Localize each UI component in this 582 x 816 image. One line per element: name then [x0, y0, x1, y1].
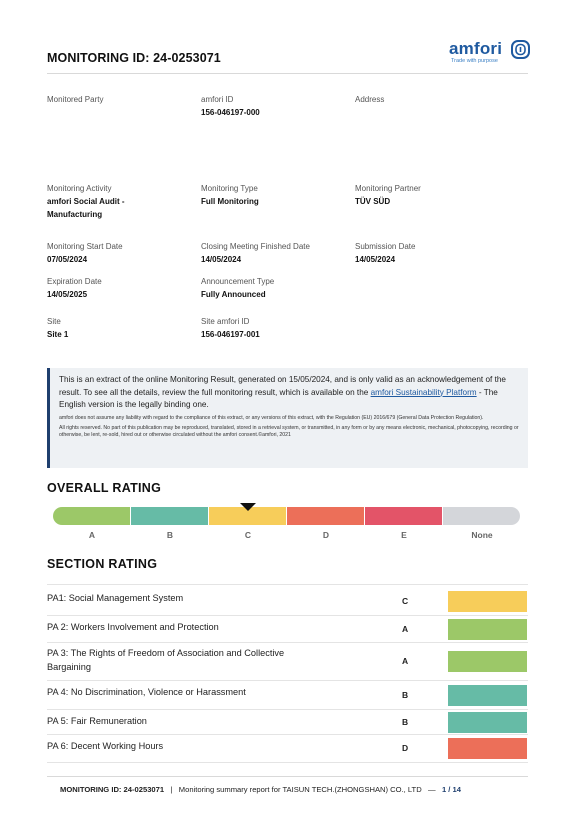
section-row-title: PA 4: No Discrimination, Violence or Harassment — [47, 687, 246, 697]
rating-label-d: D — [322, 530, 330, 540]
footer-summary: Monitoring summary report for TAISUN TECH.(ZHONGSHAN) CO., LTD — [178, 785, 422, 794]
notice-main-text: This is an extract of the online Monitoring Result, generated on 15/05/2024, and is only valid as an acknowledgement of the result. To see all the details, review the full monitoring result, which is available on the amfori Sustainability Platform - The English version is the legally binding one. — [59, 375, 506, 409]
section-row-divider — [47, 642, 528, 643]
rating-bar-none — [443, 507, 520, 525]
field-monitoring-partner: Monitoring Partner TÜV SÜD — [355, 184, 421, 206]
selected-rating-marker-icon — [240, 503, 256, 511]
section-row-title: PA 3: The Rights of Freedom of Association and Collective — [47, 648, 285, 658]
section-row-divider — [47, 734, 528, 735]
page-title: MONITORING ID: 24-0253071 — [47, 51, 221, 65]
section-top-divider — [47, 584, 528, 585]
rating-label-c: C — [244, 530, 252, 540]
section-row-grade-swatch — [448, 651, 527, 672]
field-address: Address — [355, 95, 385, 104]
field-announcement-type: Announcement Type Fully Announced — [201, 277, 275, 299]
rating-bar-b — [131, 507, 208, 525]
footer-page-number: 1 / 14 — [441, 785, 461, 794]
section-row-grade: D — [402, 743, 409, 753]
header-divider — [47, 73, 528, 74]
amfori-mark-icon — [511, 40, 530, 59]
rating-bar-a — [53, 507, 130, 525]
section-row-divider — [47, 762, 528, 763]
rating-label-none: None — [471, 530, 493, 540]
section-row-grade-swatch — [448, 619, 527, 640]
page-footer — [60, 785, 461, 794]
field-monitoring-activity: Monitoring Activity amfori Social Audit - Manufacturing — [47, 184, 125, 219]
field-expiration-date: Expiration Date 14/05/2025 — [47, 277, 102, 299]
section-row-title: PA 6: Decent Working Hours — [47, 741, 164, 751]
platform-link[interactable]: amfori Sustainability Platform — [370, 387, 477, 397]
overall-rating-heading: OVERALL RATING — [47, 481, 162, 495]
rating-label-a: A — [88, 530, 96, 540]
footer-separator: | — [170, 785, 173, 794]
section-row-grade: A — [402, 656, 409, 666]
logo-tagline: Trade with purpose — [451, 58, 498, 64]
logo-text: amfori — [449, 39, 503, 58]
section-row-grade-swatch — [448, 591, 527, 612]
amfori-logo — [449, 39, 531, 67]
rating-bar-e — [365, 507, 442, 525]
rating-label-e: E — [401, 530, 407, 540]
footer-dash: — — [428, 785, 436, 794]
field-site-amfori-id: Site amfori ID 156-046197-001 — [201, 317, 260, 339]
section-row-divider — [47, 615, 528, 616]
section-row-grade-swatch — [448, 685, 527, 706]
field-start-date: Monitoring Start Date 07/05/2024 — [47, 242, 123, 264]
section-rating-heading: SECTION RATING — [47, 557, 158, 571]
notice-rights-text: All rights reserved. No part of this publication may be reproduced, translated, stored in a retrieval system, or transmitted, in any form or by any means electronic, mechanical, photocopying, recording or otherwise, be lent, re-sold, hired out or otherwise circulated without the amfori consent.©amfori, 2021 — [59, 424, 519, 438]
field-closing-meeting-date: Closing Meeting Finished Date 14/05/2024 — [201, 242, 310, 264]
field-monitored-party: Monitored Party — [47, 95, 104, 104]
section-row-grade: A — [402, 623, 409, 634]
field-amfori-id: amfori ID 156-046197-000 — [201, 95, 260, 117]
section-row-grade-swatch — [448, 738, 527, 759]
footer-divider — [47, 776, 528, 777]
section-row-title-line2: Bargaining — [47, 662, 91, 672]
disclaimer-notice — [47, 368, 528, 468]
rating-bar-d — [287, 507, 364, 525]
section-row-grade-swatch — [448, 712, 527, 733]
section-row-title: PA 5: Fair Remuneration — [47, 716, 147, 726]
rating-label-b: B — [166, 530, 174, 540]
section-row-grade: B — [402, 689, 409, 700]
field-monitoring-type: Monitoring Type Full Monitoring — [201, 184, 259, 206]
section-row-grade: C — [402, 595, 409, 606]
section-row-divider — [47, 709, 528, 710]
notice-liability-text: amfori does not assume any liability with regard to the compliance of this extract, or any versions of this extract, with the Regulation (EU) 2016/679 (General Data Protection Regulation). — [59, 414, 484, 421]
field-site: Site Site 1 — [47, 317, 69, 339]
footer-id: MONITORING ID: 24-0253071 — [60, 785, 165, 794]
section-row-title: PA1: Social Management System — [47, 593, 184, 603]
section-row-title: PA 2: Workers Involvement and Protection — [47, 622, 219, 632]
field-submission-date: Submission Date 14/05/2024 — [355, 242, 416, 264]
section-row-divider — [47, 680, 528, 681]
section-row-grade: B — [402, 716, 409, 727]
